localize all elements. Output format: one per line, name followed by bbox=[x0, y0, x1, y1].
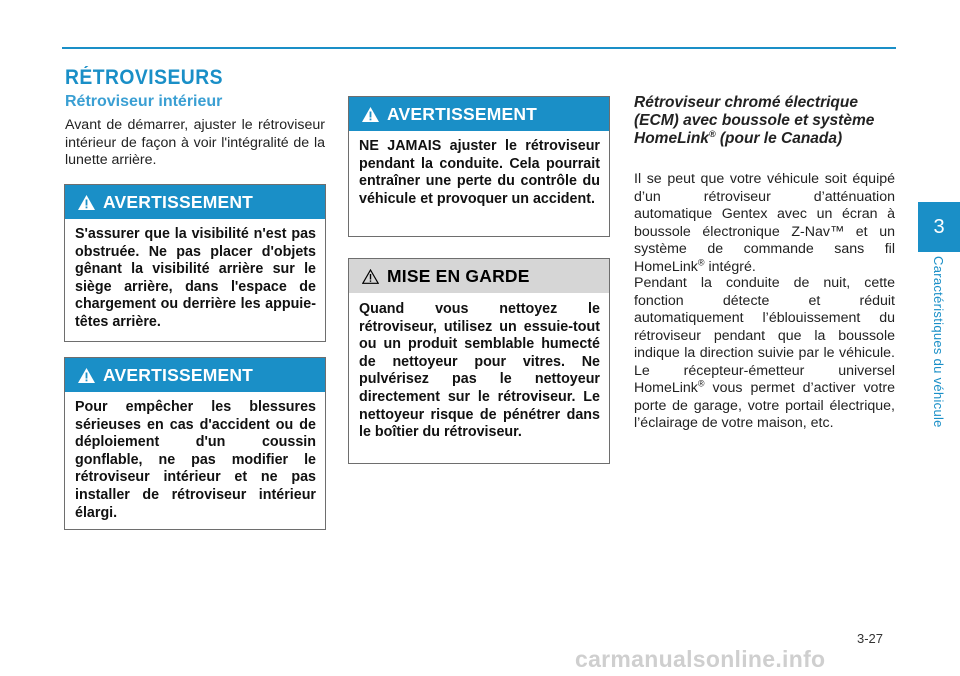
watermark: carmanualsonline.info bbox=[575, 646, 826, 672]
intro-paragraph: Avant de démarrer, ajuster le rétroviseur intérieur de façon à voir l'intégralité de la lunette arrière. bbox=[65, 117, 325, 168]
warning-header bbox=[65, 358, 325, 392]
caution-text: Quand vous nettoyez le rétroviseur, utilisez un essuie-tout ou un produit semblable humecté de nettoyeur pour vitres. Ne pulvérisez pas le nettoyeur directement sur le rétroviseur. Le nettoyeur risque de pénétrer dans le boîtier du rétroviseur. bbox=[359, 301, 600, 441]
caution-title: MISE EN GARDE bbox=[387, 265, 530, 286]
warning-box-airbag bbox=[64, 357, 326, 530]
warning-triangle-icon bbox=[78, 368, 95, 383]
warning-text: S'assurer que la visibilité n'est pas obstruée. Ne pas placer d'objets gênant la visibilité arrière sur le siège arrière, dans l'espace de chargement ou derrière les appuie-têtes arrière. bbox=[75, 226, 316, 330]
registered-mark: ® bbox=[697, 256, 705, 267]
ecm-paragraph-1 bbox=[634, 171, 895, 276]
caution-box-cleaning bbox=[348, 258, 610, 464]
heading-text: Rétroviseur chromé électrique (ECM) avec boussole et système HomeLink bbox=[634, 94, 875, 147]
warning-title: AVERTISSEMENT bbox=[387, 103, 538, 124]
warning-header bbox=[65, 185, 325, 219]
warning-title: AVERTISSEMENT bbox=[103, 364, 254, 385]
chapter-label: Caractéristiques du véhicule bbox=[931, 256, 946, 428]
registered-mark: ® bbox=[697, 378, 705, 389]
warning-text: NE JAMAIS ajuster le rétroviseur pendant la conduite. Cela pourrait entraîner une perte du contrôle du véhicule et provoquer un accident. bbox=[359, 138, 600, 207]
warning-title: AVERTISSEMENT bbox=[103, 191, 254, 212]
top-rule bbox=[62, 47, 896, 49]
caution-triangle-icon bbox=[362, 269, 379, 284]
paragraph-text: Pendant la conduite de nuit, cette fonction détecte et réduit automatiquement l’éblouissement du rétroviseur pendant que la boussole indique la direction suivie par le véhicule. Le récepteur-émetteur universel HomeLink bbox=[634, 275, 895, 396]
heading-text-end: (pour le Canada) bbox=[715, 130, 843, 147]
subheading-interior-mirror: Rétroviseur intérieur bbox=[65, 93, 223, 110]
warning-triangle-icon bbox=[78, 195, 95, 210]
paragraph-text: Il se peut que votre véhicule soit équipé d’un rétroviseur d’atténuation automatique Gentex avec un écran à boussole électronique Z-Nav™ et un système de commande sans fil HomeLink bbox=[634, 171, 895, 275]
warning-triangle-icon bbox=[362, 107, 379, 122]
chapter-tab: 3 bbox=[918, 202, 960, 252]
page-number: 3-27 bbox=[857, 631, 884, 646]
warning-box-driving bbox=[348, 96, 610, 237]
paragraph-text-end: intégré. bbox=[704, 258, 756, 275]
ecm-paragraph-2 bbox=[634, 275, 895, 433]
warning-box-visibility bbox=[64, 184, 326, 342]
caution-header bbox=[349, 259, 609, 293]
paragraph-text-end: vous permet d’activer votre porte de garage, votre portail électrique, l’éclairage de votre maison, etc. bbox=[634, 380, 895, 431]
ecm-homelink-heading bbox=[634, 94, 894, 148]
warning-text: Pour empêcher les blessures sérieuses en cas d'accident ou de déploiement d'un coussin gonflable, ne pas modifier le rétroviseur intérieur et ne pas installer de rétroviseur intérieur élargi. bbox=[75, 399, 316, 521]
section-title: RÉTROVISEURS bbox=[65, 66, 223, 89]
warning-header bbox=[349, 97, 609, 131]
registered-mark: ® bbox=[708, 128, 716, 139]
